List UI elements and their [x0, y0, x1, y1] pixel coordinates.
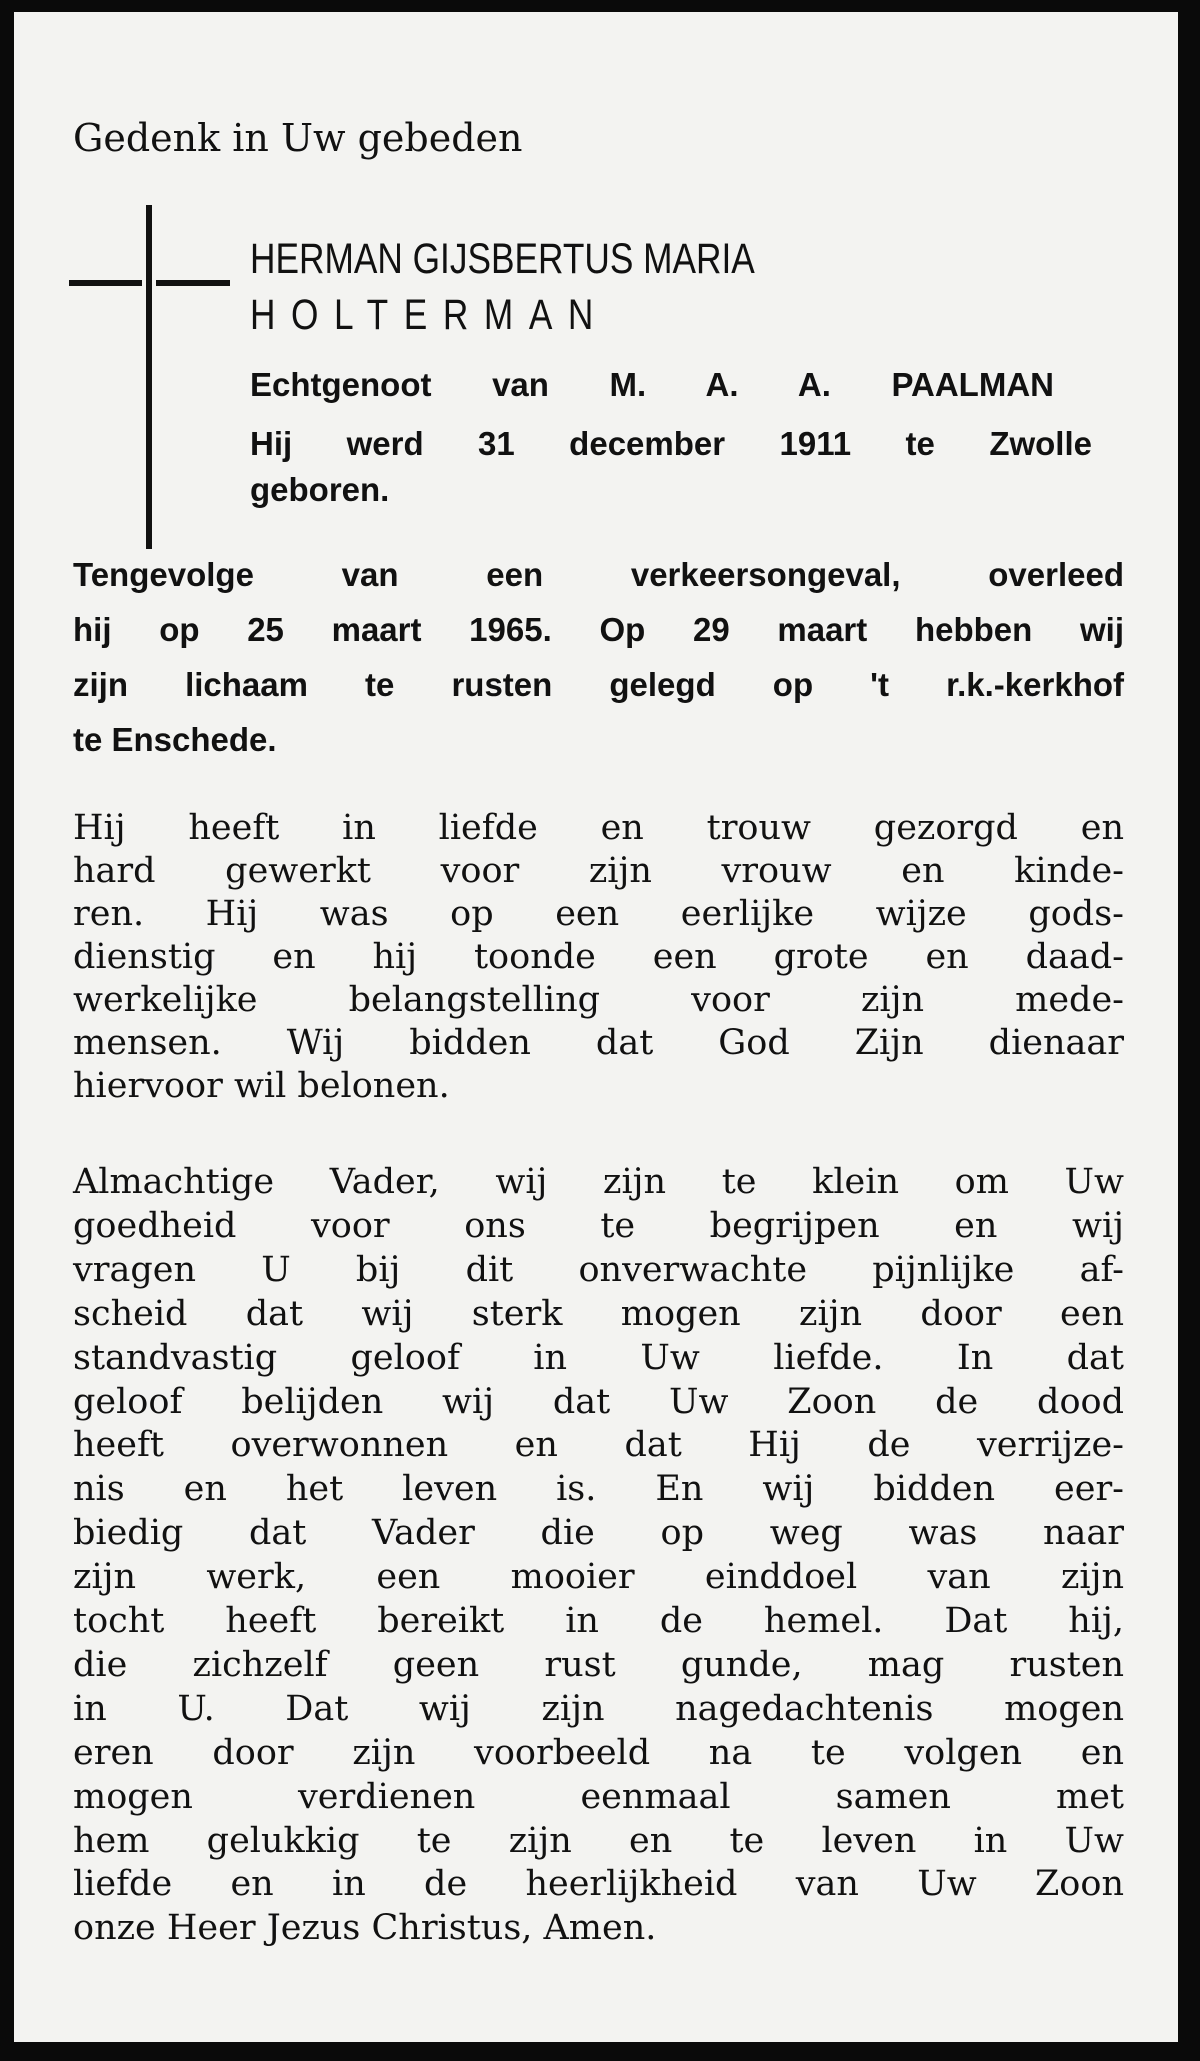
text-line: Hij heeft in liefde en trouw gezorgd en [73, 808, 1124, 848]
deceased-given-names: HERMAN GIJSBERTUS MARIA [250, 235, 755, 283]
text-line: geloof belijden wij dat Uw Zoon de dood [73, 1381, 1124, 1422]
text-line: eren door zijn voorbeeld na te volgen en [73, 1732, 1124, 1773]
text-line: vragen U bij dit onverwachte pijnlijke af- [73, 1249, 1124, 1290]
birth-line: Hij werd 31 december 1911 te Zwolle [250, 425, 1092, 462]
text-line: mogen verdienen eenmaal samen met [73, 1776, 1124, 1817]
cross-arm-left [69, 280, 142, 286]
text-line: te Enschede. [73, 721, 277, 758]
text-line: werkelijke belangstelling voor zijn mede- [73, 980, 1124, 1020]
text-line: hij op 25 maart 1965. Op 29 maart hebben wij [73, 611, 1124, 648]
text-line: hem gelukkig te zijn en te leven in Uw [73, 1820, 1124, 1861]
text-line: heeft overwonnen en dat Hij de verrijze- [73, 1425, 1124, 1466]
text-line: tocht heeft bereikt in de hemel. Dat hij, [73, 1601, 1124, 1641]
cross-arm-right [156, 280, 230, 286]
text-line: standvastig geloof in Uw liefde. In dat [73, 1337, 1124, 1378]
text-line: hard gewerkt voor zijn vrouw en kinde- [73, 851, 1124, 891]
text-line: zijn lichaam te rusten gelegd op 't r.k.-kerkhof [73, 666, 1124, 703]
text-line: scheid dat wij sterk mogen zijn door een [73, 1293, 1124, 1334]
text-line: zijn werk, een mooier einddoel van zijn [73, 1557, 1124, 1598]
text-line: dienstig en hij toonde een grote en daad- [73, 937, 1124, 977]
text-line: mensen. Wij bidden dat God Zijn dienaar [73, 1023, 1124, 1063]
text-line: hiervoor wil belonen. [73, 1066, 450, 1106]
spouse-line: Echtgenoot van M. A. A. PAALMAN [250, 366, 1054, 403]
text-line: ren. Hij was op een eerlijke wijze gods- [73, 894, 1124, 934]
header-text: Gedenk in Uw gebeden [73, 116, 523, 160]
text-line: die zichzelf geen rust gunde, mag rusten [73, 1644, 1124, 1685]
deceased-surname: HOLTERMAN [250, 291, 609, 339]
birth-line-end: geboren. [250, 471, 390, 508]
text-line: nis en het leven is. En wij bidden eer- [73, 1469, 1124, 1510]
text-line: onze Heer Jezus Christus, Amen. [73, 1908, 657, 1949]
text-line: Almachtige Vader, wij zijn te klein om Uw [73, 1162, 1124, 1202]
text-line: goedheid voor ons te begrijpen en wij [73, 1205, 1124, 1246]
text-line: in U. Dat wij zijn nagedachtenis mogen [73, 1688, 1124, 1729]
text-line: liefde en in de heerlijkheid van Uw Zoon [73, 1864, 1124, 1905]
text-line: Tengevolge van een verkeersongeval, overleed [73, 556, 1124, 593]
text-line: biedig dat Vader die op weg was naar [73, 1513, 1124, 1554]
cross-vertical [146, 205, 152, 549]
memorial-card [14, 12, 1178, 2042]
